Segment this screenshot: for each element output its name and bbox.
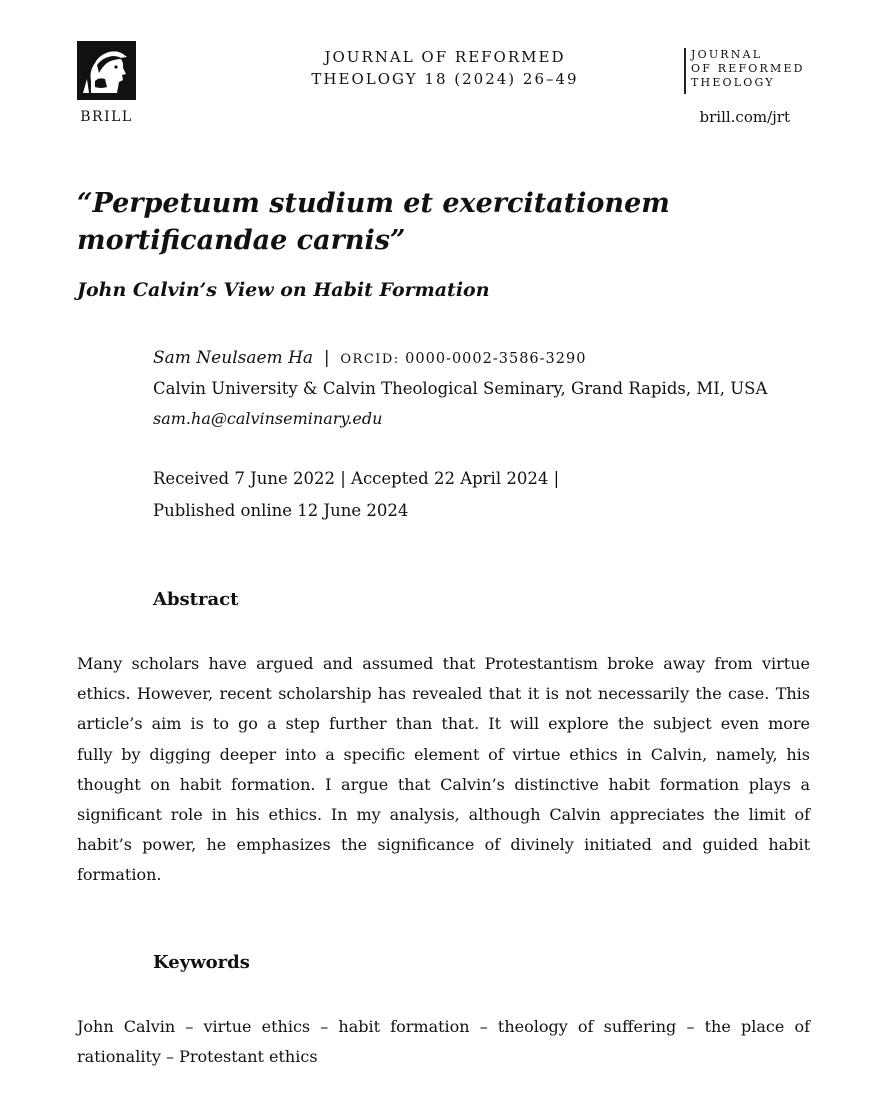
article-subtitle: John Calvin’s View on Habit Formation <box>77 279 490 301</box>
abstract-heading: Abstract <box>153 589 239 610</box>
abstract-line: formation. <box>77 865 162 885</box>
journal-wordmark <box>684 48 809 94</box>
article-title <box>77 185 797 259</box>
abstract-body <box>77 649 810 891</box>
publication-dates-line-1: Received 7 June 2022 | Accepted 22 April 2024 | <box>153 469 560 488</box>
abstract-line: ethics. However, recent scholarship has revealed that it is not necessarily the case. This <box>77 684 810 704</box>
journal-url-link[interactable]: brill.com/jrt <box>699 108 790 126</box>
brill-athena-logo-icon <box>77 41 136 100</box>
publisher-name: BRILL <box>80 109 133 125</box>
orcid-label: ORCID: <box>340 352 400 367</box>
abstract-line: thought on habit formation. I argue that Calvin’s distinctive habit formation plays a <box>77 774 810 794</box>
author-separator: | <box>323 348 330 368</box>
wordmark-line-1: JOURNAL <box>691 48 763 61</box>
publication-dates-line-2: Published online 12 June 2024 <box>153 501 409 520</box>
keywords-list <box>77 1012 810 1072</box>
author-affiliation: Calvin University & Calvin Theological Seminary, Grand Rapids, MI, USA <box>153 379 768 398</box>
abstract-line: habit’s power, he emphasizes the significance of divinely initiated and guided habit <box>77 835 810 855</box>
wordmark-line-2: OF REFORMED <box>691 62 805 75</box>
abstract-line: article’s aim is to go a step further than that. It will explore the subject even more <box>77 714 810 734</box>
wordmark-line-3: THEOLOGY <box>691 76 775 89</box>
journal-citation-line-1: JOURNAL OF REFORMED <box>324 48 566 66</box>
orcid-link[interactable]: 0000-0002-3586-3290 <box>405 351 587 367</box>
abstract-line: Many scholars have argued and assumed that Protestantism broke away from virtue <box>77 654 810 673</box>
author-name: Sam Neulsaem Ha <box>153 348 314 368</box>
article-title-line-1: “Perpetuum studium et exercitationem <box>77 188 670 219</box>
abstract-line: fully by digging deeper into a specific element of virtue ethics in Calvin, namely, his <box>77 744 810 764</box>
article-title-line-2: mortificandae carnis” <box>77 225 406 256</box>
keywords-heading: Keywords <box>153 952 250 973</box>
keywords-line: rationality – Protestant ethics <box>77 1047 318 1066</box>
wordmark-divider <box>684 48 686 94</box>
journal-citation-line-2: THEOLOGY 18 (2024) 26–49 <box>311 70 579 88</box>
abstract-line: significant role in his ethics. In my analysis, although Calvin appreciates the limit of <box>77 805 810 825</box>
author-line <box>153 346 586 372</box>
author-email-link[interactable]: sam.ha@calvinseminary.edu <box>153 409 383 428</box>
keywords-line: John Calvin – virtue ethics – habit formation – theology of suffering – the place of <box>77 1017 810 1036</box>
